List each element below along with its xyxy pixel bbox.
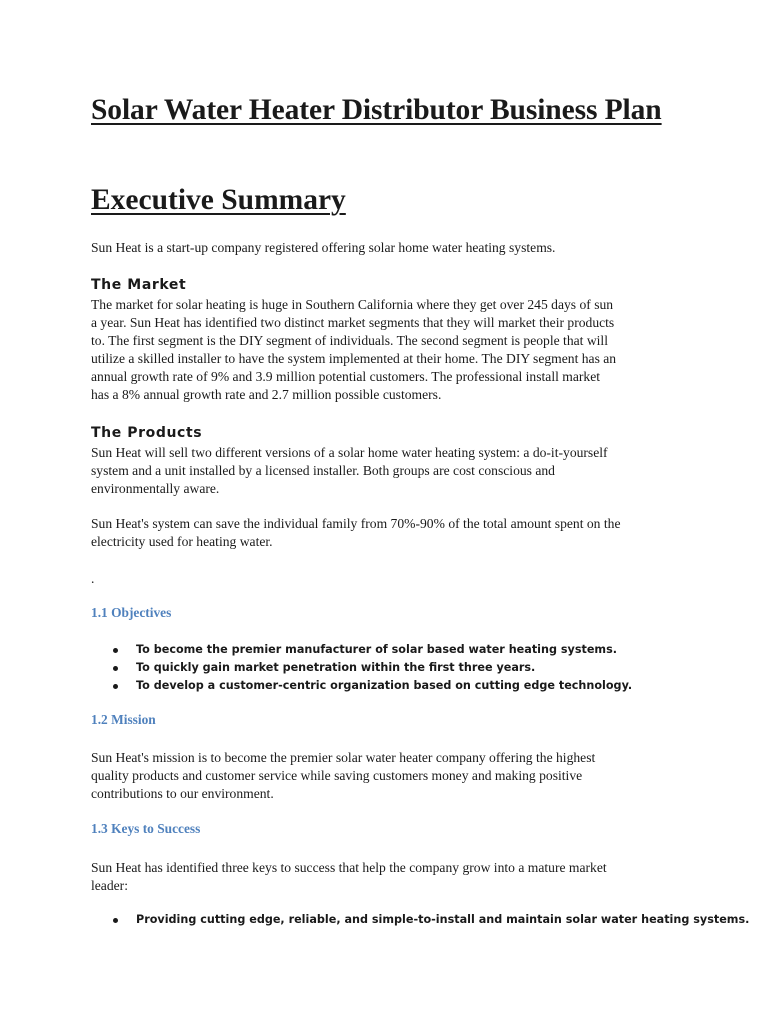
products-line: environmentally aware. [91,481,220,496]
mission-line: Sun Heat's mission is to become the premier solar water heater company offering the highest [91,750,596,765]
products-heading: The Products [91,425,203,441]
bullet-icon [113,648,118,653]
market-line: utilize a skilled installer to have the system implemented at their home. The DIY segment has an [91,351,617,366]
list-item: To develop a customer-centric organization based on cutting edge technology. [91,677,632,695]
mission-line: quality products and customer service while saving customers money and making positive [91,768,583,783]
market-paragraph [91,296,691,404]
stray-mark: . [91,571,95,586]
products-line: Sun Heat will sell two different versions of a solar home water heating system: a do-it-yourself [91,445,608,460]
keys-paragraph [91,859,691,895]
market-line: The market for solar heating is huge in Southern California where they get over 245 days of sun [91,297,614,312]
document-title: Solar Water Heater Distributor Business Plan [91,94,662,126]
list-item: To quickly gain market penetration within the first three years. [91,659,632,677]
mission-line: contributions to our environment. [91,786,274,801]
mission-paragraph [91,749,691,803]
objectives-heading: 1.1 Objectives [91,605,172,620]
products-line: Sun Heat's system can save the individual family from 70%-90% of the total amount spent on the [91,516,621,531]
keys-list [91,911,749,929]
bullet-icon [113,666,118,671]
keys-heading: 1.3 Keys to Success [91,821,201,836]
list-item: To become the premier manufacturer of solar based water heating systems. [91,641,632,659]
mission-heading: 1.2 Mission [91,712,156,727]
market-line: annual growth rate of 9% and 3.9 million potential customers. The professional install market [91,369,601,384]
market-line: a year. Sun Heat has identified two distinct market segments that they will market their products [91,315,615,330]
keys-line: Sun Heat has identified three keys to success that help the company grow into a mature market [91,860,607,875]
products-paragraph-1 [91,444,691,498]
objectives-list [91,641,632,695]
executive-summary-heading: Executive Summary [91,184,346,216]
market-heading: The Market [91,277,187,293]
bullet-icon [113,684,118,689]
products-paragraph-2 [91,515,691,551]
products-line: electricity used for heating water. [91,534,273,549]
list-item: Providing cutting edge, reliable, and simple-to-install and maintain solar water heating systems. [91,911,749,929]
market-line: has a 8% annual growth rate and 2.7 million possible customers. [91,387,442,402]
products-line: system and a unit installed by a licensed installer. Both groups are cost conscious and [91,463,555,478]
executive-summary-intro: Sun Heat is a start-up company registered offering solar home water heating systems. [91,240,556,255]
market-line: to. The first segment is the DIY segment of individuals. The second segment is people that will [91,333,608,348]
bullet-icon [113,918,118,923]
keys-line: leader: [91,878,128,893]
